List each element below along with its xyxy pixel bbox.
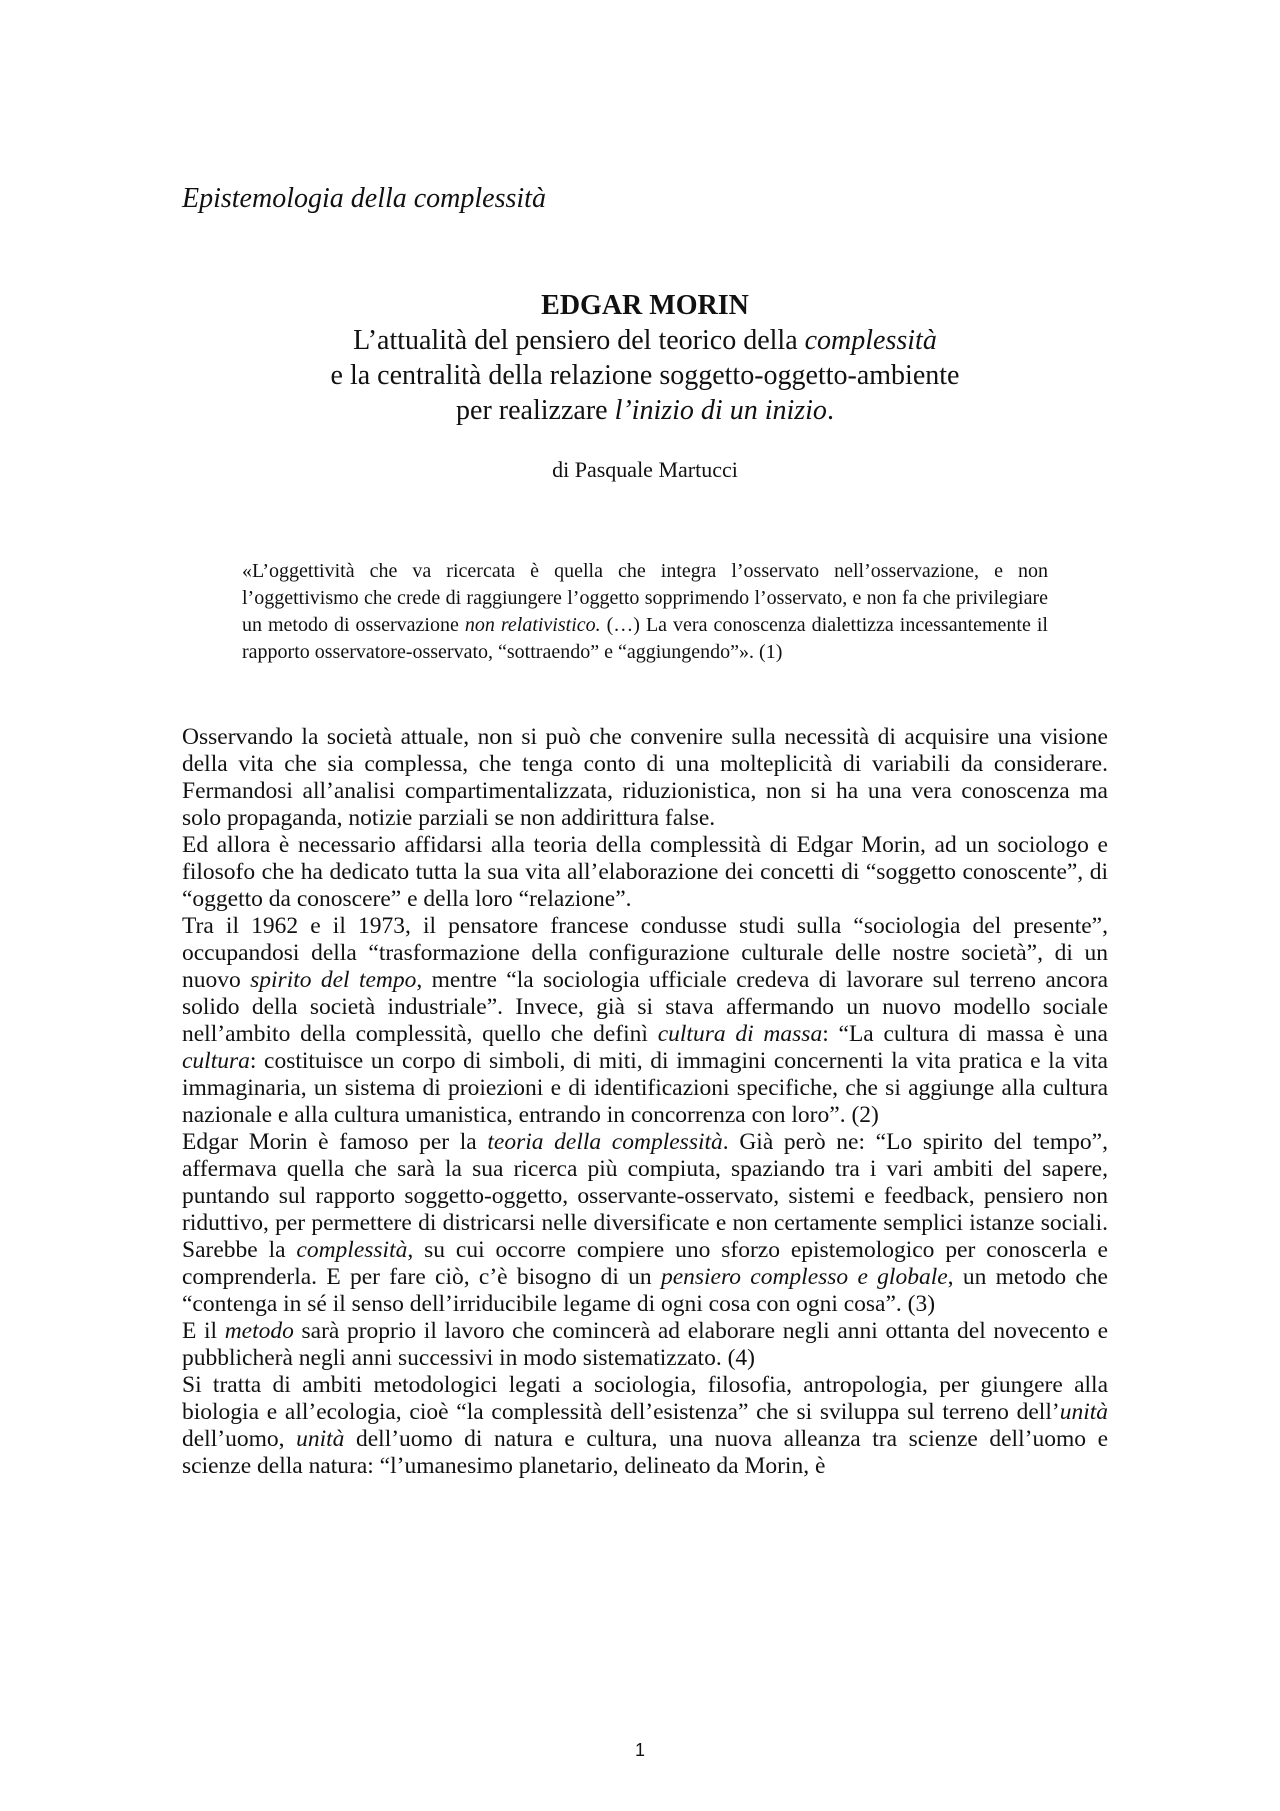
paragraph-emphasis: cultura di massa [657, 1021, 823, 1047]
paragraph-emphasis: metodo [224, 1318, 294, 1344]
subtitle-text: per realizzare [456, 395, 615, 426]
paragraph-text: E il [182, 1318, 225, 1344]
body-text [182, 724, 1108, 1480]
paragraph-text: , un metodo che “contenga in sé il senso dell’irriducibile legame di ogni cosa con ogni cosa”. (3) [182, 1264, 1108, 1317]
quote-text: (…) La vera conoscenza dialettizza incessantemente il rapporto osservatore-osservato, “sottraendo” e “aggiungendo”». (1) [242, 614, 1048, 663]
quote-emphasis: non relativistico. [464, 614, 601, 636]
section-label: Epistemologia della complessità [182, 183, 546, 214]
paragraph-emphasis: unità [296, 1426, 345, 1452]
paragraph-3 [182, 913, 1108, 1129]
paragraph-text: Si tratta di ambiti metodologici legati a sociologia, filosofia, antropologia, per giungere alla biologia e all’ecologia, cioè “la complessità dell’esistenza” che si sviluppa sul terreno dell’ [182, 1372, 1108, 1425]
paragraph-1: Osservando la società attuale, non si può che convenire sulla necessità di acquisire una visione della vita che sia complessa, che tenga conto di una molteplicità di variabili da considerare. Fermandosi all’analisi compartimentalizzata, riduzionistica, non si ha una vera conoscenza ma solo propaganda, notizie parziali se non addirittura false. [182, 724, 1108, 831]
paragraph-5 [182, 1318, 1108, 1372]
quote-text: «L’oggettività che va ricercata è quella che integra l’osservato nell’osservazione, e non l’oggettivismo che crede di raggiungere l’oggetto sopprimendo l’osservato, e non fa che privilegiare un metodo di osservazione [242, 560, 1048, 636]
paragraph-emphasis: unità [1059, 1399, 1108, 1425]
subtitle-line-1 [182, 323, 1108, 358]
paragraph-text: : costituisce un corpo di simboli, di miti, di immagini concernenti la vita pratica e la vita immaginaria, un sistema di proiezioni e di identificazioni specifiche, che si aggiunge alla cultura nazionale e alla cultura umanistica, entrando in concorrenza con loro”. (2) [182, 1048, 1108, 1128]
article-title: EDGAR MORIN [541, 290, 749, 321]
subtitle-emphasis: complessità [804, 325, 937, 356]
paragraph-emphasis: spirito del tempo [250, 967, 417, 993]
subtitle-line-3 [182, 393, 1108, 428]
subtitle-text: . [826, 395, 834, 426]
paragraph-text: : “La cultura di massa è una [822, 1021, 1108, 1047]
paragraph-emphasis: complessità [296, 1237, 408, 1263]
author-line: di Pasquale Martucci [552, 457, 738, 482]
paragraph-text: dell’uomo, [182, 1426, 297, 1452]
paragraph-emphasis: cultura [182, 1048, 250, 1074]
paragraph-text: , su cui occorre compiere uno sforzo epistemologico per conoscerla e comprenderla. E per fare ciò, c’è bisogno di un [182, 1237, 1108, 1290]
paragraph-text: dell’uomo di natura e cultura, una nuova alleanza tra scienze dell’uomo e scienze della natura: “l’umanesimo planetario, delineato da Morin, è [182, 1426, 1109, 1479]
paragraph-text: sarà proprio il lavoro che comincerà ad elaborare negli anni ottanta del novecento e pubblicherà negli anni successivi in modo sistematizzato. (4) [182, 1318, 1108, 1371]
paragraph-2: Ed allora è necessario affidarsi alla teoria della complessità di Edgar Morin, ad un sociologo e filosofo che ha dedicato tutta la sua vita all’elaborazione dei concetti di “soggetto conoscente”, di “oggetto da conoscere” e della loro “relazione”. [182, 832, 1108, 912]
subtitle-emphasis: l’inizio di un inizio [614, 395, 827, 426]
paragraph-4 [182, 1129, 1108, 1318]
title-block [182, 288, 1108, 428]
paragraph-emphasis: pensiero complesso e globale [660, 1264, 948, 1290]
subtitle-text: L’attualità del pensiero del teorico della [353, 325, 805, 356]
paragraph-text: . Già però ne: “Lo spirito del tempo”, affermava quella che sarà la sua ricerca più compiuta, spaziando tra i vari ambiti del sapere, puntando sul rapporto soggetto-oggetto, osservante-osservato, sistemi e feedback, pensiero non riduttivo, per permettere di districarsi nelle diversificate e non certamente semplici istanze sociali. Sarebbe la [182, 1129, 1108, 1263]
paragraph-emphasis: teoria della complessità [487, 1129, 723, 1155]
page-number: 1 [634, 1740, 645, 1760]
paragraph-6 [182, 1372, 1108, 1480]
paragraph-text: Edgar Morin è famoso per la [182, 1129, 488, 1155]
epigraph-quote [242, 558, 1048, 666]
paragraph-text: , mentre “la sociologia ufficiale credeva di lavorare sul terreno ancora solido della società industriale”. Invece, già si stava affermando un nuovo modello sociale nell’ambito della complessità, quello che definì [182, 967, 1108, 1047]
subtitle-line-2: e la centralità della relazione soggetto-oggetto-ambiente [330, 360, 960, 391]
paragraph-text: Tra il 1962 e il 1973, il pensatore francese condusse studi sulla “sociologia del presente”, occupandosi della “trasformazione della configurazione culturale delle nostre società”, di un nuovo [182, 913, 1108, 993]
